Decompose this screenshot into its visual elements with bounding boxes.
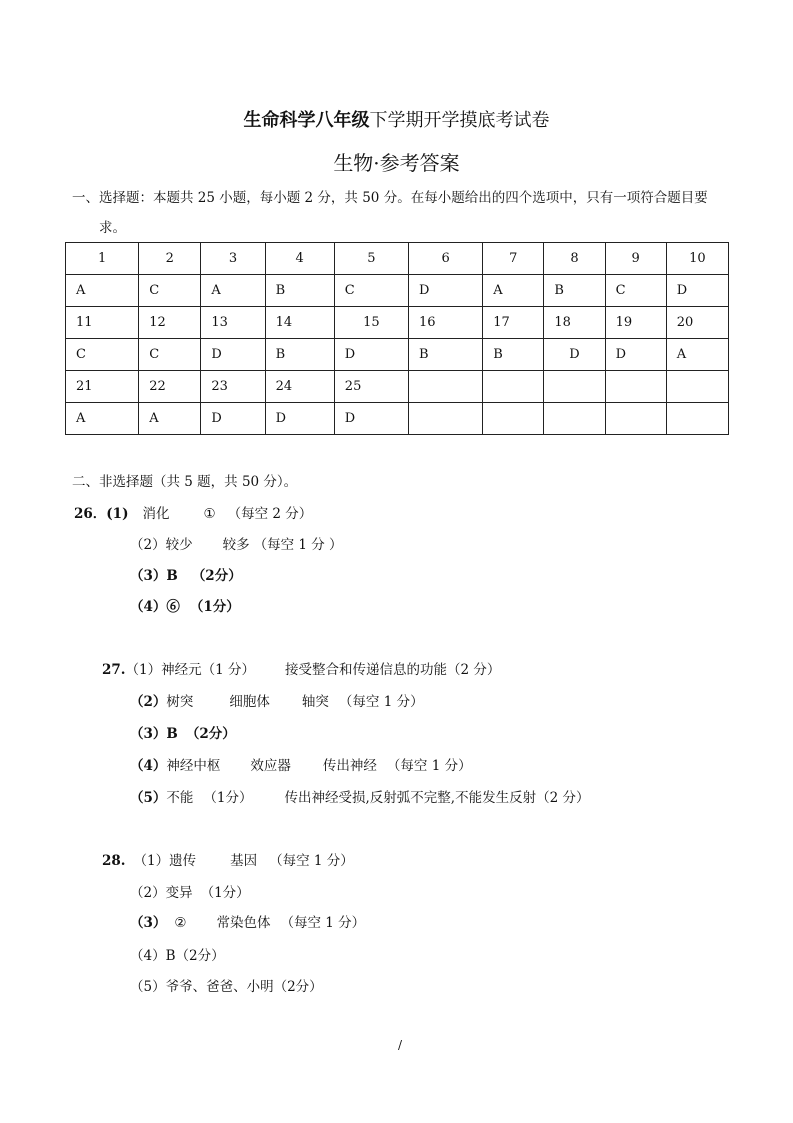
table-cell: D: [605, 339, 666, 371]
q27-answer: 不能: [166, 790, 194, 806]
q27-part: （3）: [130, 726, 167, 742]
table-cell: 19: [605, 307, 666, 339]
q26-answer: 消化: [142, 506, 170, 522]
table-cell: [666, 403, 728, 435]
table-cell: 17: [483, 307, 544, 339]
table-cell: D: [666, 275, 728, 307]
q28-score: （每空 1 分）: [269, 853, 354, 869]
q26-answer: ①: [203, 506, 216, 522]
q27-answer: B: [166, 726, 178, 742]
table-cell: 5: [334, 243, 408, 275]
table-cell: B: [265, 275, 334, 307]
table-cell: [605, 371, 666, 403]
q28-answer: 常染色体: [216, 915, 271, 931]
q28-answer: （4）B（2分）: [130, 948, 225, 964]
answer-table: [65, 242, 729, 435]
table-cell: 11: [66, 307, 139, 339]
q26-score: （每空 2 分）: [227, 506, 313, 522]
table-cell: 18: [544, 307, 605, 339]
q27-answer: 细胞体: [229, 694, 270, 710]
table-cell: A: [139, 403, 201, 435]
section2-heading: 二、非选择题（共 5 题，共 50 分）。: [72, 474, 298, 490]
table-cell: 22: [139, 371, 201, 403]
page-title: [0, 106, 793, 132]
q26-line3: [130, 564, 242, 584]
table-row-numbers: [66, 371, 729, 403]
q26-line4: [130, 595, 240, 615]
table-cell: C: [66, 339, 139, 371]
table-cell: B: [544, 275, 605, 307]
title-rest: 下学期开学摸底考试卷: [369, 110, 550, 131]
table-cell: 12: [139, 307, 201, 339]
table-cell: A: [66, 275, 139, 307]
q28-line5: [130, 975, 323, 995]
table-cell: C: [605, 275, 666, 307]
table-cell: [544, 371, 605, 403]
table-cell: 20: [666, 307, 728, 339]
table-cell: 10: [666, 243, 728, 275]
q26-score: （2分）: [191, 568, 242, 584]
q26-part: （2）: [130, 537, 166, 553]
q28-score: （1分）: [200, 885, 250, 901]
table-cell: 15: [334, 307, 408, 339]
q27-part: （4）: [130, 758, 167, 774]
table-cell: [544, 403, 605, 435]
q27-answer: 传出神经受损,反射弧不完整,不能发生反射（2 分）: [284, 790, 590, 806]
table-cell: 1: [66, 243, 139, 275]
table-cell: C: [334, 275, 408, 307]
q26-answer: （3）B: [130, 568, 178, 584]
q26-line2: [130, 533, 343, 553]
q28-answer: 基因: [230, 853, 258, 869]
q28-answer: （5）爷爷、爸爸、小明（2分）: [130, 979, 323, 995]
table-cell: D: [409, 275, 483, 307]
table-row-numbers: [66, 307, 729, 339]
table-cell: B: [483, 339, 544, 371]
table-cell: 7: [483, 243, 544, 275]
q28-number: 28.: [102, 853, 126, 869]
table-cell: D: [544, 339, 605, 371]
q27-answer: 轴突: [301, 694, 329, 710]
table-cell: A: [483, 275, 544, 307]
table-cell: A: [201, 275, 265, 307]
q27-score: （每空 1 分）: [338, 694, 424, 710]
table-cell: [483, 371, 544, 403]
table-row-answers: [66, 403, 729, 435]
q28-answer: ②: [174, 915, 187, 931]
table-cell: [409, 371, 483, 403]
q28-score: （每空 1 分）: [280, 915, 366, 931]
table-cell: 9: [605, 243, 666, 275]
q27-part: （2）: [130, 694, 167, 710]
table-cell: 4: [265, 243, 334, 275]
table-cell: B: [409, 339, 483, 371]
table-cell: 14: [265, 307, 334, 339]
q26-part: (1): [106, 506, 129, 522]
q27-answer: 接受整合和传递信息的功能（2 分）: [284, 662, 501, 678]
table-cell: 13: [201, 307, 265, 339]
q28-part: （3）: [130, 915, 167, 931]
table-cell: 16: [409, 307, 483, 339]
table-row-numbers: [66, 243, 729, 275]
q27-answer: 效应器: [250, 758, 291, 774]
table-cell: 2: [139, 243, 201, 275]
table-cell: B: [265, 339, 334, 371]
table-cell: 8: [544, 243, 605, 275]
table-cell: [483, 403, 544, 435]
q26-score: （每空 1 分 ）: [253, 537, 343, 553]
q26-number: 26．: [74, 506, 107, 522]
table-cell: [666, 371, 728, 403]
table-cell: D: [201, 403, 265, 435]
q26-answer: 较少: [165, 537, 193, 553]
table-cell: 24: [265, 371, 334, 403]
q28-line3: [130, 911, 365, 931]
q27-answer: 传出神经: [322, 758, 377, 774]
table-row-answers: [66, 275, 729, 307]
q26-score: （1分）: [189, 599, 240, 615]
page-number: /: [398, 1038, 403, 1052]
table-cell: 6: [409, 243, 483, 275]
section1-instruction: 一、选择题：本题共 25 小题，每小题 2 分，共 50 分。在每小题给出的四个选项中，只有一项符合题目要: [72, 190, 708, 206]
q27-answer: （1）神经元（1 分）: [125, 662, 255, 678]
table-cell: [605, 403, 666, 435]
q28-line1: [102, 849, 354, 869]
q27-line1: [102, 658, 500, 678]
q27-line4: [130, 754, 472, 774]
q27-line5: [130, 786, 589, 806]
table-cell: 25: [334, 371, 408, 403]
q27-answer: 树突: [166, 694, 194, 710]
table-cell: [409, 403, 483, 435]
q27-score: （2分）: [185, 726, 236, 742]
q27-line3: [130, 722, 236, 742]
q28-line2: [130, 881, 250, 901]
table-cell: D: [265, 403, 334, 435]
title-bold: 生命科学八年级: [243, 110, 370, 131]
table-cell: C: [139, 339, 201, 371]
page-subtitle: 生物·参考答案: [333, 151, 460, 175]
q26-answer: 较多: [222, 537, 250, 553]
table-cell: 3: [201, 243, 265, 275]
q27-part: （5）: [130, 790, 167, 806]
table-cell: C: [139, 275, 201, 307]
table-cell: D: [334, 403, 408, 435]
q27-line2: [130, 690, 424, 710]
q27-answer: 神经中枢: [166, 758, 221, 774]
q28-line4: [130, 944, 225, 964]
table-cell: 21: [66, 371, 139, 403]
q27-score: （1分）: [203, 790, 253, 806]
q27-score: （每空 1 分）: [386, 758, 472, 774]
q26-line1: [74, 502, 312, 522]
table-row-answers: [66, 339, 729, 371]
table-cell: D: [201, 339, 265, 371]
table-cell: D: [334, 339, 408, 371]
q26-answer: （4）⑥: [130, 599, 180, 615]
section1-instruction-cont: 求。: [99, 220, 126, 236]
table-cell: A: [666, 339, 728, 371]
q28-answer: （1）遗传: [133, 853, 197, 869]
q27-number: 27.: [102, 662, 126, 678]
table-cell: A: [66, 403, 139, 435]
q28-answer: （2）变异: [130, 885, 193, 901]
table-cell: 23: [201, 371, 265, 403]
